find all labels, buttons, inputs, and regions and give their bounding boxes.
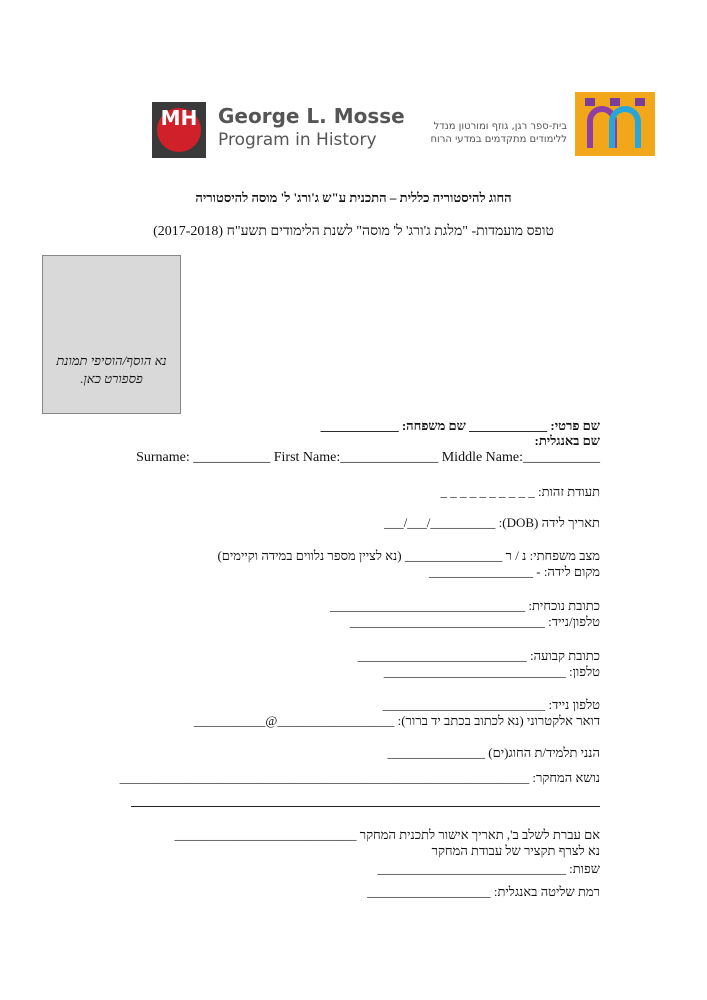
languages-field[interactable]: שפות: _____________________________ xyxy=(377,861,600,876)
student-department-field[interactable]: הנני תלמיד/ת החוג(ים) _______________ xyxy=(387,745,600,760)
mh-logo-mark xyxy=(152,102,206,158)
birthplace-field[interactable]: מקום לידה: - ________________ xyxy=(428,564,600,579)
research-topic-extra-line[interactable] xyxy=(131,806,600,807)
research-topic-field[interactable]: נושא המחקר: _______________________________________________________________ xyxy=(119,770,600,785)
mandel-school-logo xyxy=(430,92,655,156)
mandel-logo-line1: בית-ספר רגן, גוזף ומורטון מנדל xyxy=(433,121,567,132)
mosse-logo-subtitle: Program in History xyxy=(218,130,377,150)
names-hebrew-field[interactable]: שם פרטי: ____________ שם משפחה: ____________ xyxy=(320,418,600,433)
mobile-phone-field[interactable]: טלפון נייד: _________________________ xyxy=(382,697,600,712)
abstract-note: נא לצרף תקציר של עבודת המחקר xyxy=(431,843,600,858)
logo-bar xyxy=(585,98,595,106)
id-number-field[interactable]: תעודת זהות: _ _ _ _ _ _ _ _ _ _ xyxy=(440,484,600,499)
passport-photo-box[interactable] xyxy=(42,255,181,414)
english-level-field[interactable]: רמת שליטה באנגלית: ___________________ xyxy=(367,884,600,899)
blue-arch-shape xyxy=(609,106,641,148)
phone-field[interactable]: טלפון: ____________________________ xyxy=(383,664,600,679)
logo-bar xyxy=(635,98,645,106)
mh-letters: MH xyxy=(160,106,198,130)
names-english-field[interactable]: Surname: ___________ First Name:______________ Middle Name:___________ xyxy=(136,450,600,465)
mosse-program-logo xyxy=(152,100,405,160)
mandel-logo-line2: ללימודים מתקדמים במדעי הרוח xyxy=(430,134,567,145)
permanent-address-field[interactable]: כתובת קבועה: __________________________ xyxy=(357,648,600,663)
stage-b-approval-field[interactable]: אם עברת לשלב ב', תאריך אישור לתכנית המחקר ____________________________ xyxy=(174,827,600,842)
logo-bar xyxy=(610,98,620,106)
phone-mobile-field[interactable]: טלפון/נייד: ______________________________ xyxy=(349,614,600,629)
form-subtitle: טופס מועמדות- "מלגת ג'ורג' ל' מוסה" לשנת הלימודים תשע"ח (2017-2018) xyxy=(153,224,554,239)
date-of-birth-field[interactable]: תאריך לידה (DOB): __________/___/___ xyxy=(384,515,600,530)
mandel-logo-mark xyxy=(575,92,655,156)
mandel-logo-text xyxy=(430,120,567,146)
current-address-field[interactable]: כתובת נוכחית: ______________________________ xyxy=(330,598,600,613)
email-field[interactable]: דואר אלקטרוני (נא לכתוב בכתב יד ברור): __________________@___________ xyxy=(193,713,600,728)
marital-status-field[interactable]: מצב משפחתי: נ / ר _______________ (נא לציין מספר נלווים במידה וקיימים) xyxy=(217,548,600,563)
names-english-label: שם באנגלית: xyxy=(534,433,600,448)
form-title: החוג להיסטוריה כללית – התכנית ע"ש ג'ורג' ל' מוסה להיסטוריה xyxy=(195,190,512,205)
photo-box-instruction: נא הוסף/הוסיפי תמונת פספורט כאן. xyxy=(56,353,167,386)
mosse-logo-name: George L. Mosse xyxy=(218,104,405,128)
